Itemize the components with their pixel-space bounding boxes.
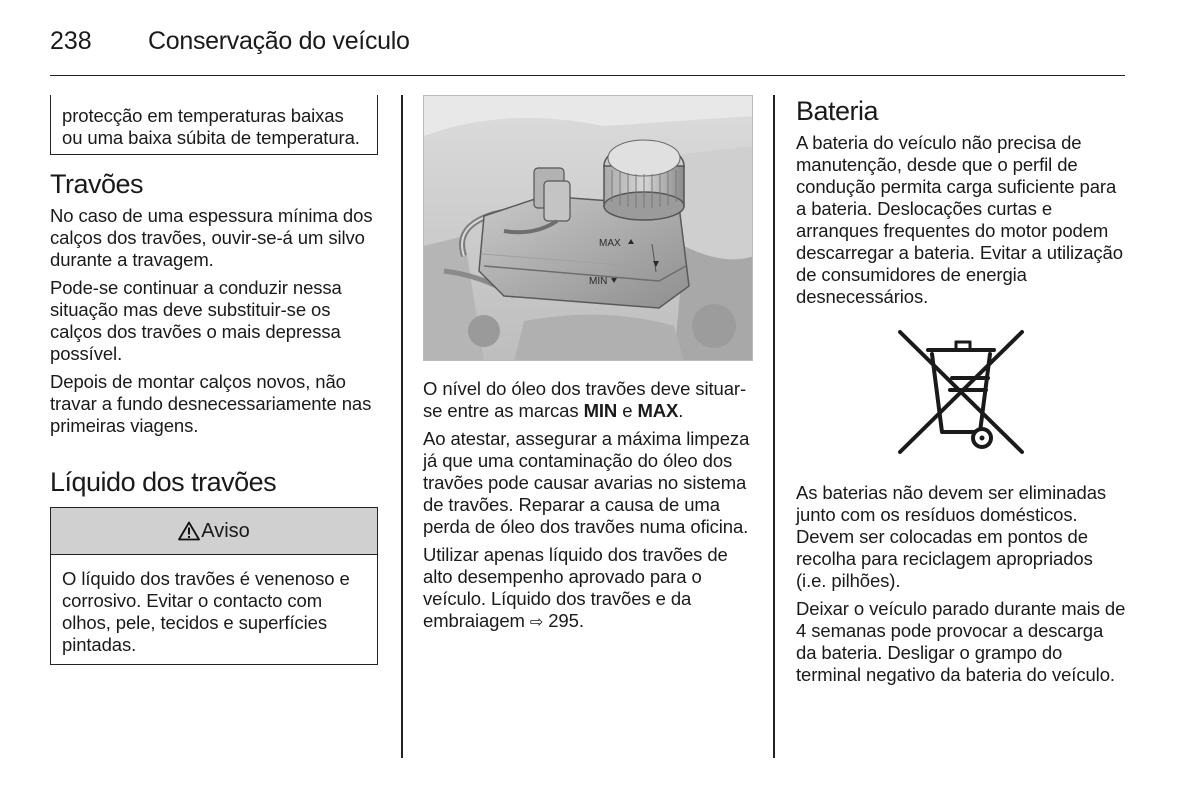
min-label: MIN (589, 276, 608, 287)
continued-warning-box (50, 95, 378, 155)
page-title: Conservação do veículo (148, 27, 410, 55)
continued-warning-text: protecção em temperaturas baixas ou uma baixa súbita de temperatura. (62, 105, 360, 148)
page-header (50, 26, 1125, 76)
warning-text: O líquido dos travões é venenoso e corrosivo. Evitar o contacto com olhos, pele, tecidos e superfícies pintadas. (62, 568, 350, 655)
column-divider (401, 95, 403, 758)
paragraph: As baterias não devem ser eliminadas junto com os resíduos domésticos. Devem ser colocadas em pontos de recolha para reciclagem apropriados (i.e. pilhões). (796, 482, 1107, 591)
column-middle (423, 95, 753, 640)
page-reference[interactable]: 295 (548, 610, 579, 631)
warning-box (50, 507, 378, 665)
paragraph: Depois de montar calços novos, não travar a fundo desnecessariamente nas primeiras viagens. (50, 371, 372, 436)
warning-header (51, 508, 377, 555)
section-heading-travoes: Travões (50, 169, 144, 199)
paragraph: A bateria do veículo não precisa de manutenção, desde que o perfil de condução permita carga suficiente para a bateria. Deslocações curtas e arranques frequentes do motor podem descarregar a bateria. Evitar a utilização de consumidores de energia desnecessários. (796, 132, 1123, 307)
warning-label: Aviso (201, 519, 250, 542)
max-label: MAX (599, 238, 621, 249)
page-number: 238 (50, 27, 92, 55)
section-heading-bateria: Bateria (796, 96, 879, 126)
paragraph: Utilizar apenas líquido dos travões de alto desempenho aprovado para o veículo. Líquido dos travões e da embraiagem ⇨ 295. (423, 544, 753, 634)
paragraph: Pode-se continuar a conduzir nessa situação mas deve substituir-se os calços dos travões o mais depressa possível. (50, 277, 342, 364)
page-reference-arrow-icon: ⇨ (529, 614, 544, 631)
warning-triangle-icon (178, 521, 200, 541)
paragraph: Deixar o veículo parado durante mais de 4 semanas pode provocar a descarga da bateria. Desligar o grampo do terminal negativo da bateria do veículo. (796, 598, 1126, 685)
section-heading-liquido: Líquido dos travões (50, 467, 277, 497)
column-right (796, 95, 1126, 692)
paragraph: O nível do óleo dos travões deve situar-se entre as marcas MIN e MAX. (423, 378, 747, 421)
crossed-out-wheelie-bin-icon (796, 328, 1126, 456)
paragraph: No caso de uma espessura mínima dos calços dos travões, ouvir-se-á um silvo durante a travagem. (50, 205, 373, 270)
column-divider (773, 95, 775, 758)
brake-fluid-reservoir-photo (423, 95, 753, 361)
column-left (50, 95, 380, 665)
paragraph: Ao atestar, assegurar a máxima limpeza já que uma contaminação do óleo dos travões pode causar avarias no sistema de travões. Reparar a causa de uma perda de óleo dos travões numa oficina. (423, 428, 750, 537)
